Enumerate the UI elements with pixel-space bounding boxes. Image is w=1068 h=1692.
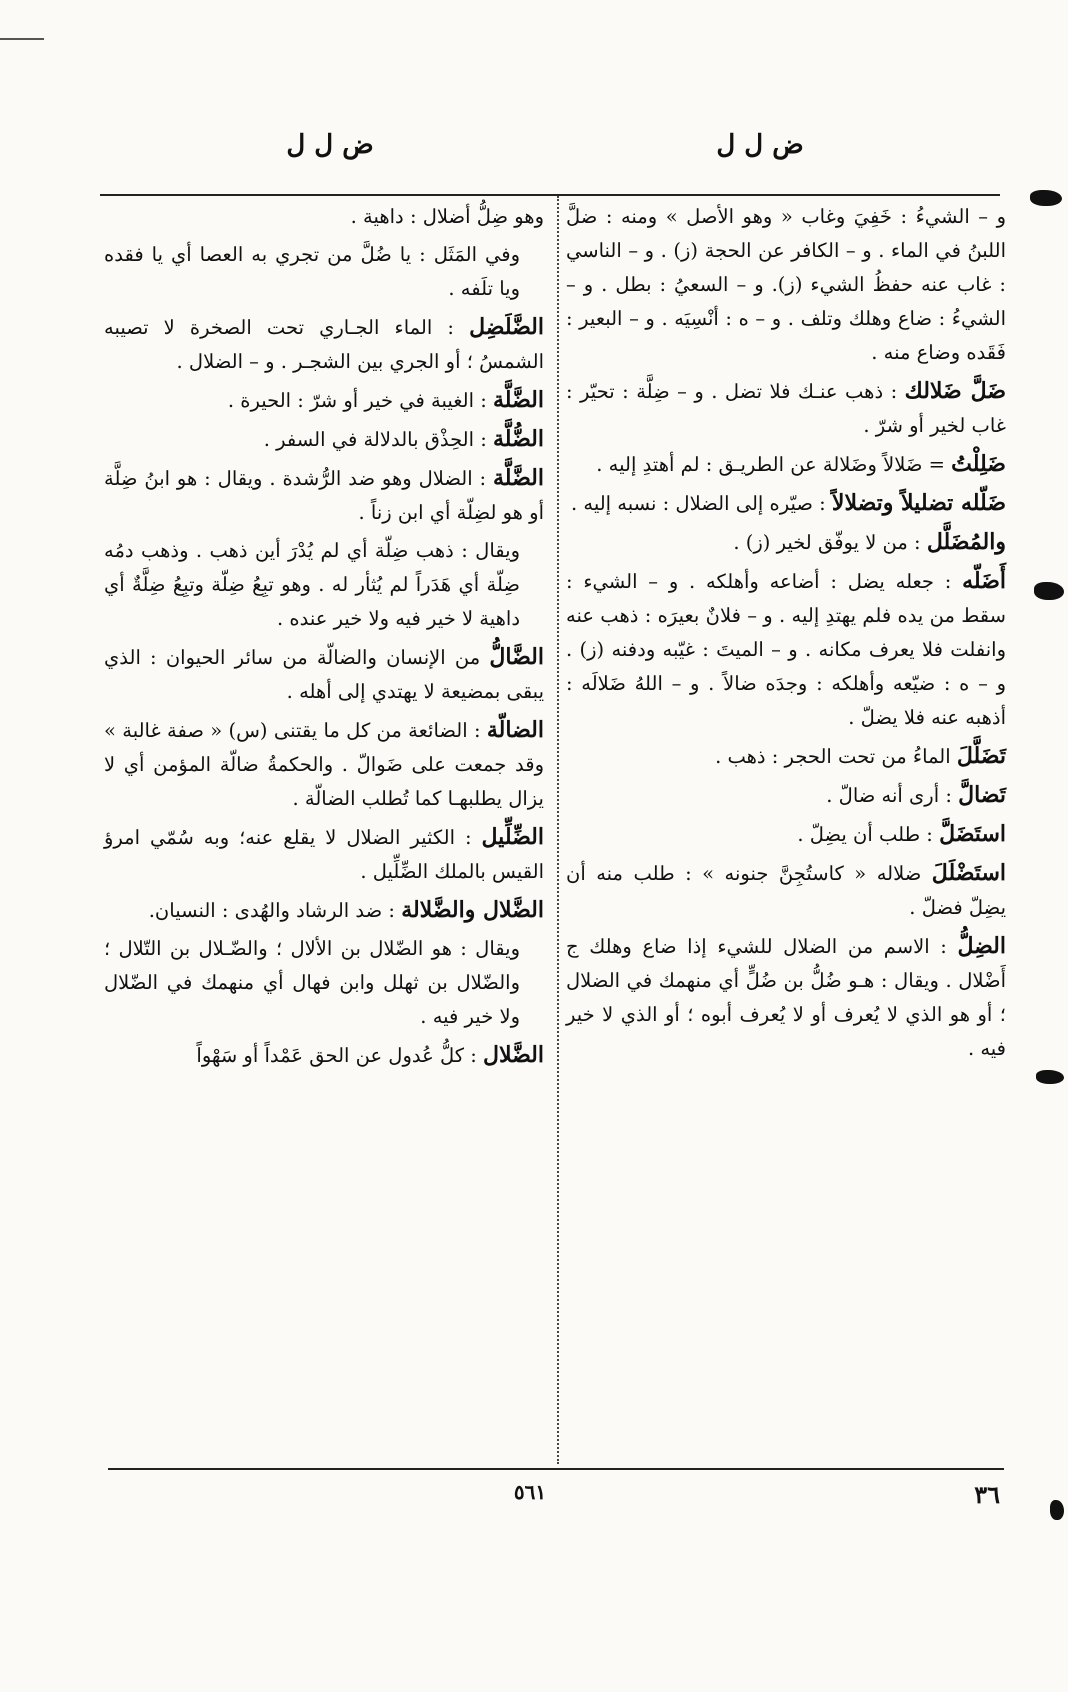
entry-definition: = ضَلالاً وضَلالة عن الطريـق : لم أهتدِ إليه . xyxy=(596,453,952,476)
dictionary-entry xyxy=(566,739,1006,774)
entry-definition: : الحِذْق بالدلالة في السفر . xyxy=(263,428,494,451)
dictionary-entry xyxy=(104,820,544,889)
entry-headword: ضَلِلْتُ xyxy=(951,451,1006,477)
entry-headword: الضَّلَّة xyxy=(493,465,544,491)
dictionary-entry xyxy=(104,932,544,1034)
entry-definition: من الإنسان والضالّة من سائر الحيوان : الذي يبقى بمضيعة لا يهتدي إلى أهله . xyxy=(104,646,544,703)
dictionary-entry xyxy=(104,238,544,306)
dictionary-entry xyxy=(566,778,1006,813)
entry-headword: والمُضَلَّل xyxy=(926,529,1006,555)
dictionary-entry xyxy=(566,486,1006,521)
entry-definition: : كلُّ عُدول عن الحق عَمْداً أو سَهْواً xyxy=(196,1044,483,1067)
dictionary-entry xyxy=(566,817,1006,852)
entry-definition: : من لا يوفّق لخير (ز) . xyxy=(733,531,927,554)
dictionary-entry xyxy=(104,422,544,457)
entry-definition: : الكثير الضلال لا يقلع عنه؛ وبه سُمّي امرؤ القيس بالملك الضِّلِّيل . xyxy=(104,826,544,883)
dictionary-entry xyxy=(104,534,544,636)
entry-headword: ضَلَّ ضَلالك xyxy=(904,378,1006,404)
dictionary-entry xyxy=(104,200,544,234)
page-number-center: ٥٦١ xyxy=(513,1480,547,1504)
entry-headword: أَضَلّه xyxy=(962,568,1006,594)
entry-headword: الضَّلَّة xyxy=(493,387,544,413)
left-column xyxy=(104,200,544,1077)
entry-definition: وهو ضِلُّ أضلال : داهية . xyxy=(350,205,544,228)
entry-definition: : ذهب عنـك فلا تضل . و – ضِلَّة : تحيّر : غاب لخير أو شرّ . xyxy=(566,380,1006,437)
entry-definition: : الضلال وهو ضد الرُّشدة . ويقال : هو ابنُ ضِلَّة أو هو لضِلّة أي ابن زناً . xyxy=(104,467,544,524)
scan-ink-blot xyxy=(1036,1070,1064,1084)
entry-headword: تَضَلَّلَ xyxy=(956,743,1006,769)
scan-edge-mark xyxy=(0,38,44,40)
entry-definition: وفي المَثَل : يا ضُلَّ من تجري به العصا أي يا فقده ويا تلَفه . xyxy=(104,243,520,300)
dictionary-entry xyxy=(566,564,1006,735)
entry-definition: : أرى أنه ضالّ . xyxy=(826,784,959,807)
entry-definition: الماءُ من تحت الحجر : ذهب . xyxy=(715,745,957,768)
dictionary-entry xyxy=(566,525,1006,560)
dictionary-entry xyxy=(566,929,1006,1066)
entry-definition: : طلب أن يضِلّ . xyxy=(797,823,940,846)
entry-headword: الضِّلِّيل xyxy=(481,824,544,850)
root-header-right: ض ل ل xyxy=(716,130,804,160)
entry-definition: و – الشيءُ : خَفِيَ وغاب « وهو الأصل » ومنه : ضلَّ اللبنُ في الماء . و – الكافر عن الحجة (ز) . و – الناسي : غاب عنه حفظُ الشيء (ز). و – السعيُ : بطل . و – الشيءُ : ضاع وهلك وتلف . و – ه : أنْسِيَه . و – البعير : فَقَده وضاع منه . xyxy=(566,205,1006,364)
dictionary-entry xyxy=(104,461,544,530)
column-divider xyxy=(557,196,559,1464)
entry-headword: الضَّلال xyxy=(482,1042,544,1068)
scan-ink-blot xyxy=(1034,582,1064,600)
entry-definition: ويقال : هو الضّلال بن الألال ؛ والضّـلال بن التّلال ؛ والضّلال بن ثهلل وابن فهال أي منهمك في الضّلال ولا خير فيه . xyxy=(104,937,520,1028)
entry-headword: ضَلّله تضليلاً وتضلالاً xyxy=(831,490,1006,516)
entry-definition: : ضد الرشاد والهُدى : النسيان. xyxy=(148,899,402,922)
entry-headword: استَضْلَلَ xyxy=(931,860,1006,886)
top-rule xyxy=(100,194,1000,196)
dictionary-entry xyxy=(566,447,1006,482)
dictionary-entry xyxy=(104,713,544,816)
entry-headword: الضِلُّ xyxy=(957,933,1006,959)
right-column xyxy=(566,200,1006,1070)
scan-ink-blot xyxy=(1030,190,1062,206)
entry-headword: الضَّلال والضَّلالة xyxy=(401,897,544,923)
dictionary-entry xyxy=(566,856,1006,925)
scan-ink-blot xyxy=(1050,1500,1064,1520)
entry-headword: الضُّلَّة xyxy=(493,426,544,452)
dictionary-entry xyxy=(104,640,544,709)
bottom-rule xyxy=(108,1468,1004,1470)
page-number-outer: ٣٦ xyxy=(974,1480,1000,1509)
dictionary-entry xyxy=(104,383,544,418)
dictionary-entry xyxy=(104,893,544,928)
entry-definition: : الغيبة في خير أو شرّ : الحيرة . xyxy=(227,389,494,412)
root-header-left: ض ل ل xyxy=(286,130,374,160)
entry-headword: تَضالَّ xyxy=(958,782,1006,808)
entry-definition: : الماء الجـاري تحت الصخرة لا تصيبه الشمسُ ؛ أو الجري بين الشجـر . و – الضلال . xyxy=(104,316,544,373)
dictionary-entry xyxy=(104,1038,544,1073)
entry-headword: الضَّالُّ xyxy=(489,644,544,670)
entry-definition: : الاسم من الضلال للشيء إذا ضاع وهلك ج أَضْلال . ويقال : هـو ضُلُّ بن ضُلٍّ أي منهمك في الضلال ؛ أو هو الذي لا يُعرف أو لا يُعرف أبوه ؛ أو الذي لا خير فيه . xyxy=(566,935,1006,1060)
entry-headword: الضَّلَضِل xyxy=(469,314,544,340)
dictionary-entry xyxy=(566,200,1006,370)
entry-headword: الضالّة xyxy=(486,717,544,743)
entry-definition: ويقال : ذهب ضِلّة أي لم يُدْرَ أين ذهب . وذهب دمُه ضِلّة أي هَدَراً لم يُثأر له . وهو تبِعُ ضِلّة وتبِعُ ضِلَّةٌ أي داهية لا خير فيه ولا خير عنده . xyxy=(104,539,520,630)
entry-headword: استَضَلَّ xyxy=(939,821,1006,847)
entry-definition: ضلاله « كاستُجِنَّ جنونه » : طلب منه أن يضِلّ فضلّ . xyxy=(566,862,1006,919)
entry-definition: : جعله يضل : أضاعه وأهلكه . و – الشيء : سقط من يده فلم يهتدِ إليه . و – فلانٌ بعيرَه : ذهب عنه وانفلت فلا يعرف مكانه . و – الميتَ : غيّبه ودفنه (ز) . و – ه : ضيّعه وأهلكه : وجدَه ضالاً . و – اللهُ ضَلالَه : أذهبه عنه فلا يضلّ . xyxy=(566,570,1006,729)
entry-definition: : صيّره إلى الضلال : نسبه إليه . xyxy=(571,492,832,515)
entry-definition: : الضائعة من كل ما يقتنى (س) « صفة غالبة » وقد جمعت على ضَوالّ . والحكمةُ ضالّة المؤمن أي لا يزال يطلبهـا كما تُطلب الضالّة . xyxy=(104,719,544,810)
dictionary-entry xyxy=(566,374,1006,443)
dictionary-entry xyxy=(104,310,544,379)
